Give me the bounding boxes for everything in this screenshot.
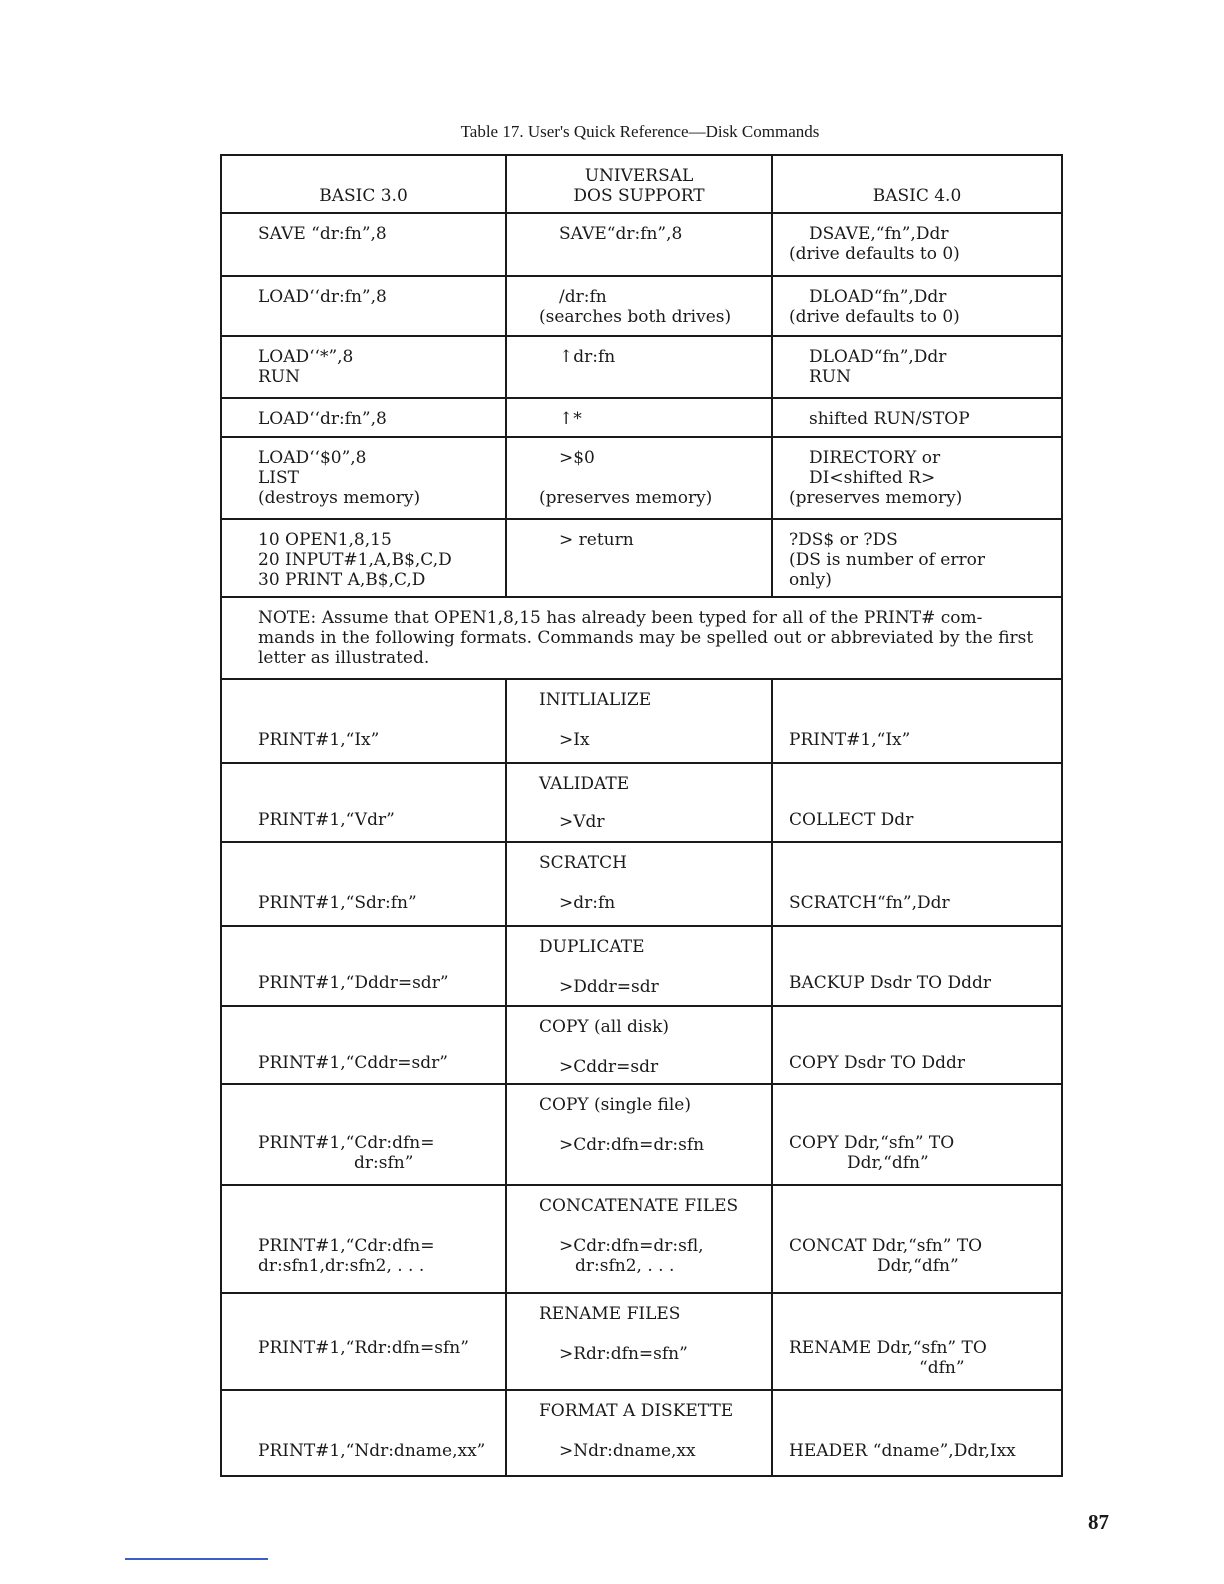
basic30-cell: PRINT#1,“Cdr:dfn= dr:sfn1,dr:sfn2, . . . — [221, 1185, 506, 1293]
table-caption: Table 17. User's Quick Reference—Disk Commands — [460, 122, 820, 141]
header-universal-dos: UNIVERSAL DOS SUPPORT — [506, 155, 772, 213]
uds-cell: >$0 (preserves memory) — [506, 437, 772, 519]
basic40-cell: DIRECTORY or DI<shifted R> (preserves memory) — [772, 437, 1062, 519]
note-row — [221, 597, 1062, 679]
basic40-cell: HEADER “dname”,Ddr,Ixx — [772, 1390, 1062, 1476]
uds-cell: ↑dr:fn — [506, 336, 772, 398]
basic30-cell: PRINT#1,“Ix” — [221, 679, 506, 763]
basic40-cell: ?DS$ or ?DS (DS is number of error only) — [772, 519, 1062, 597]
basic30-cell: PRINT#1,“Rdr:dfn=sfn” — [221, 1293, 506, 1390]
basic30-cell: SAVE “dr:fn”,8 — [221, 213, 506, 276]
table-row — [221, 519, 1062, 597]
uds-cell: ↑* — [506, 398, 772, 437]
page-number: 87 — [1088, 1510, 1109, 1534]
basic40-cell: COPY Dsdr TO Dddr — [772, 1006, 1062, 1084]
command-name: DUPLICATE — [539, 937, 645, 957]
basic40-cell: PRINT#1,“Ix” — [772, 679, 1062, 763]
basic40-cell: SCRATCH“fn”,Ddr — [772, 842, 1062, 926]
uds-cell: RENAME FILES >Rdr:dfn=sfn” — [506, 1293, 772, 1390]
uds-cell: SCRATCH >dr:fn — [506, 842, 772, 926]
basic30-cell: LOAD‘‘$0”,8 LIST (destroys memory) — [221, 437, 506, 519]
uds-cell: INITLIALIZE >Ix — [506, 679, 772, 763]
basic40-cell: CONCAT Ddr,“sfn” TO Ddr,“dfn” — [772, 1185, 1062, 1293]
table-row — [221, 398, 1062, 437]
uds-cell: CONCATENATE FILES >Cdr:dfn=dr:sfl, dr:sfn2, . . . — [506, 1185, 772, 1293]
basic40-cell: DSAVE,“fn”,Ddr (drive defaults to 0) — [772, 213, 1062, 276]
note-cell: NOTE: Assume that OPEN1,8,15 has already been typed for all of the PRINT# com- mands in the following formats. Commands may be spelled out or abbreviated by the first letter as illustrated. — [221, 597, 1062, 679]
basic30-cell: 10 OPEN1,8,15 20 INPUT#1,A,B$,C,D 30 PRINT A,B$,C,D — [221, 519, 506, 597]
command-name: SCRATCH — [539, 853, 627, 873]
command-row — [221, 1084, 1062, 1185]
command-name: FORMAT A DISKETTE — [539, 1401, 734, 1421]
command-row — [221, 926, 1062, 1006]
command-row — [221, 1185, 1062, 1293]
basic40-cell: BACKUP Dsdr TO Dddr — [772, 926, 1062, 1006]
basic30-cell: PRINT#1,“Ndr:dname,xx” — [221, 1390, 506, 1476]
command-row — [221, 1390, 1062, 1476]
table-row — [221, 336, 1062, 398]
basic30-cell: PRINT#1,“Sdr:fn” — [221, 842, 506, 926]
basic30-cell: PRINT#1,“Cdr:dfn= dr:sfn” — [221, 1084, 506, 1185]
command-row — [221, 763, 1062, 842]
footer-rule — [125, 1558, 268, 1560]
basic30-cell: LOAD‘‘dr:fn”,8 — [221, 398, 506, 437]
uds-cell: DUPLICATE >Dddr=sdr — [506, 926, 772, 1006]
uds-cell: COPY (all disk) >Cddr=sdr — [506, 1006, 772, 1084]
basic30-cell: LOAD‘‘*”,8 RUN — [221, 336, 506, 398]
command-row — [221, 679, 1062, 763]
uds-cell: > return — [506, 519, 772, 597]
uds-cell: FORMAT A DISKETTE >Ndr:dname,xx — [506, 1390, 772, 1476]
command-name: COPY (all disk) — [539, 1017, 670, 1037]
uds-cell: COPY (single file) >Cdr:dfn=dr:sfn — [506, 1084, 772, 1185]
table-row — [221, 213, 1062, 276]
command-name: VALIDATE — [539, 774, 630, 794]
command-name: COPY (single file) — [539, 1095, 692, 1115]
command-row — [221, 1006, 1062, 1084]
command-name: CONCATENATE FILES — [539, 1196, 739, 1216]
uds-cell: VALIDATE >Vdr — [506, 763, 772, 842]
header-basic30: BASIC 3.0 — [221, 155, 506, 213]
basic40-cell: DLOAD“fn”,Ddr (drive defaults to 0) — [772, 276, 1062, 336]
header-basic40: BASIC 4.0 — [772, 155, 1062, 213]
uds-cell: /dr:fn (searches both drives) — [506, 276, 772, 336]
basic30-cell: PRINT#1,“Vdr” — [221, 763, 506, 842]
basic40-cell: COLLECT Ddr — [772, 763, 1062, 842]
command-row — [221, 842, 1062, 926]
basic30-cell: PRINT#1,“Dddr=sdr” — [221, 926, 506, 1006]
uds-cell: SAVE“dr:fn”,8 — [506, 213, 772, 276]
basic40-cell: shifted RUN/STOP — [772, 398, 1062, 437]
basic40-cell: RENAME Ddr,“sfn” TO “dfn” — [772, 1293, 1062, 1390]
command-row — [221, 1293, 1062, 1390]
basic40-cell: DLOAD“fn”,Ddr RUN — [772, 336, 1062, 398]
basic40-cell: COPY Ddr,“sfn” TO Ddr,“dfn” — [772, 1084, 1062, 1185]
command-name: RENAME FILES — [539, 1304, 681, 1324]
basic30-cell: PRINT#1,“Cddr=sdr” — [221, 1006, 506, 1084]
table-row — [221, 437, 1062, 519]
table-row — [221, 276, 1062, 336]
header-row — [221, 155, 1062, 213]
quick-reference-table — [220, 154, 1063, 1477]
basic30-cell: LOAD‘‘dr:fn”,8 — [221, 276, 506, 336]
command-name: INITLIALIZE — [539, 690, 652, 710]
